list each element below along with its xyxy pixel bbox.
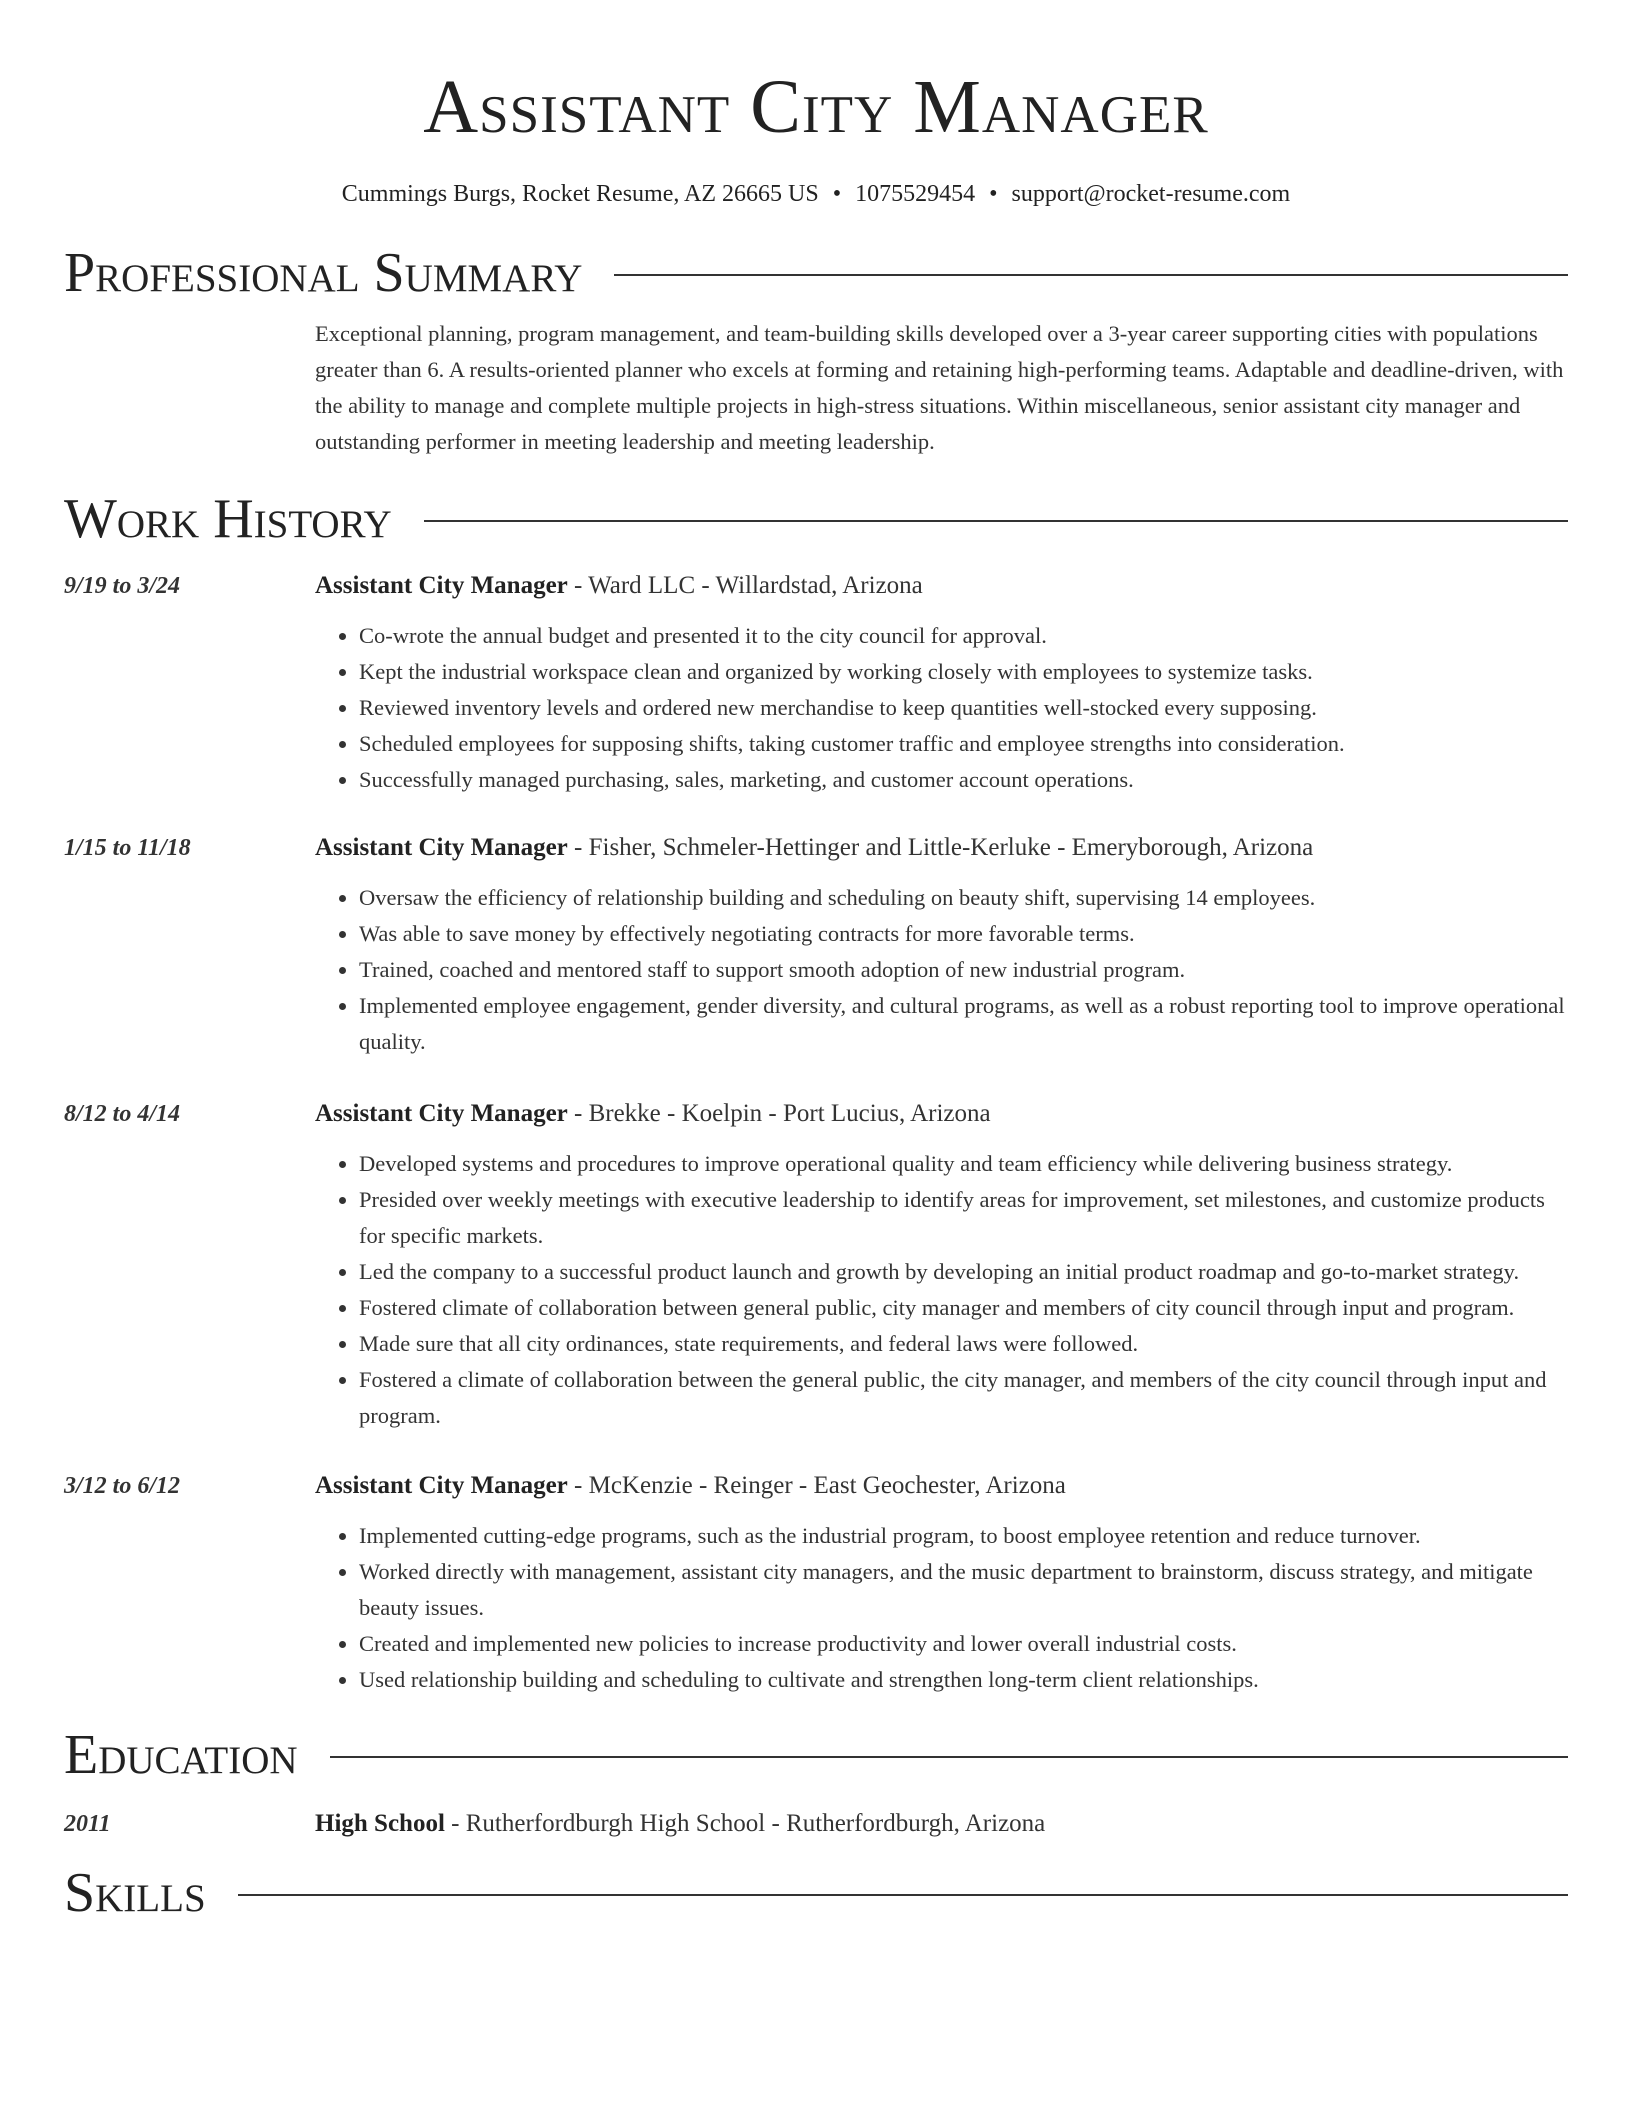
job-entry: [64, 1098, 1568, 1434]
job-bullets: [315, 1146, 1568, 1434]
job-bullet-item: • Led the company to a successful product launch and growth by developing an initial product roadmap and go-to-market strategy.: [359, 1254, 1568, 1290]
job-body: [315, 570, 1568, 798]
contact-line: [0, 178, 1632, 210]
section-divider: [614, 274, 1568, 276]
job-employer-location: - Ward LLC - Willardstad, Arizona: [567, 572, 923, 599]
job-dates: 1/15 to 11/18: [64, 835, 191, 861]
section-title-work: Work History: [64, 488, 392, 550]
job-employer-location: - Brekke - Koelpin - Port Lucius, Arizona: [567, 1100, 991, 1127]
section-divider: [330, 1756, 1568, 1758]
section-header-work: [64, 486, 1568, 552]
job-bullet-item: • Used relationship building and scheduling to cultivate and strengthen long-term client relationships.: [359, 1662, 1568, 1698]
contact-phone: 1075529454: [855, 181, 976, 207]
work-history-list: [0, 570, 1632, 1698]
job-bullet-item: • Created and implemented new policies to increase productivity and lower overall industrial costs.: [359, 1626, 1568, 1662]
job-body: [315, 1098, 1568, 1434]
job-bullet-item: • Reviewed inventory levels and ordered new merchandise to keep quantities well-stocked every supposing.: [359, 690, 1568, 726]
summary-text: Exceptional planning, program management, and team-building skills developed over a 3-year career supporting cities with populations greater than 6. A results-oriented planner who excels at forming and retaining high-performing teams. Adaptable and deadline-driven, with the ability to manage and complete multiple projects in high-stress situations. Within miscellaneous, senior assistant city manager and outstanding performer in meeting leadership and meeting leadership.: [315, 321, 1564, 454]
job-bullet-item: • Scheduled employees for supposing shifts, taking customer traffic and employee strengths into consideration.: [359, 726, 1568, 762]
job-bullet-item: • Kept the industrial workspace clean and organized by working closely with employees to systemize tasks.: [359, 654, 1568, 690]
job-bullet-item: • Successfully managed purchasing, sales, marketing, and customer account operations.: [359, 762, 1568, 798]
education-entry: [64, 1808, 1568, 1840]
job-bullet-item: • Trained, coached and mentored staff to support smooth adoption of new industrial program.: [359, 952, 1568, 988]
job-bullet-item: • Implemented cutting-edge programs, such as the industrial program, to boost employee retention and reduce turnover.: [359, 1518, 1568, 1554]
job-employer-location: - McKenzie - Reinger - East Geochester, Arizona: [567, 1472, 1066, 1499]
section-title-skills: Skills: [64, 1862, 206, 1924]
job-heading: [315, 1470, 1568, 1502]
job-body: [315, 832, 1568, 1060]
section-header-summary: [64, 240, 1568, 306]
job-bullets: [315, 618, 1568, 798]
job-title: Assistant City Manager: [315, 834, 568, 861]
job-bullet-item: • Fostered a climate of collaboration between the general public, the city manager, and members of the city council through input and program.: [359, 1362, 1568, 1434]
section-header-education: [64, 1722, 1568, 1788]
job-body: [315, 1470, 1568, 1698]
job-bullet-item: • Developed systems and procedures to improve operational quality and team efficiency while delivering business strategy.: [359, 1146, 1568, 1182]
job-title: Assistant City Manager: [315, 1100, 568, 1127]
job-title: Assistant City Manager: [315, 1472, 568, 1499]
job-bullet-item: • Presided over weekly meetings with executive leadership to identify areas for improvement, set milestones, and customize products for specific markets.: [359, 1182, 1568, 1254]
education-line: [315, 1808, 1568, 1840]
section-header-skills: [64, 1860, 1568, 1926]
job-bullets: [315, 880, 1568, 1060]
job-bullet-item: • Worked directly with management, assistant city managers, and the music department to brainstorm, discuss strategy, and mitigate beauty issues.: [359, 1554, 1568, 1626]
section-divider: [238, 1894, 1568, 1896]
job-bullet-item: • Was able to save money by effectively negotiating contracts for more favorable terms.: [359, 916, 1568, 952]
job-heading: [315, 1098, 1568, 1130]
job-bullet-item: • Oversaw the efficiency of relationship building and scheduling on beauty shift, supervising 14 employees.: [359, 880, 1568, 916]
job-title: Assistant City Manager: [315, 572, 568, 599]
section-title-education: Education: [64, 1724, 298, 1786]
job-bullet-item: • Co-wrote the annual budget and presented it to the city council for approval.: [359, 618, 1568, 654]
education-details: - Rutherfordburgh High School - Rutherfordburgh, Arizona: [444, 1810, 1046, 1837]
job-bullet-item: • Implemented employee engagement, gender diversity, and cultural programs, as well as a robust reporting tool to improve operational quality.: [359, 988, 1568, 1060]
job-entry: [64, 832, 1568, 1060]
contact-separator: •: [989, 181, 998, 207]
job-heading: [315, 832, 1568, 864]
contact-email: support@rocket-resume.com: [1011, 181, 1291, 207]
job-entry: [64, 570, 1568, 798]
section-divider: [424, 520, 1568, 522]
job-bullet-item: • Fostered climate of collaboration between general public, city manager and members of city council through input and program.: [359, 1290, 1568, 1326]
job-entry: [64, 1470, 1568, 1698]
contact-address: Cummings Burgs, Rocket Resume, AZ 26665 US: [341, 181, 819, 207]
section-title-summary: Professional Summary: [64, 242, 583, 304]
job-dates: 3/12 to 6/12: [64, 1473, 181, 1499]
job-employer-location: - Fisher, Schmeler-Hettinger and Little-Kerluke - Emeryborough, Arizona: [567, 834, 1314, 861]
job-heading: [315, 570, 1568, 602]
education-year: 2011: [64, 1811, 111, 1837]
job-dates: 8/12 to 4/14: [64, 1101, 181, 1127]
contact-separator: •: [832, 181, 842, 207]
job-bullets: [315, 1518, 1568, 1698]
job-dates: 9/19 to 3/24: [64, 573, 181, 599]
education-degree: High School: [315, 1810, 445, 1837]
candidate-name: Assistant City Manager: [423, 65, 1209, 149]
job-bullet-item: • Made sure that all city ordinances, state requirements, and federal laws were followed.: [359, 1326, 1568, 1362]
